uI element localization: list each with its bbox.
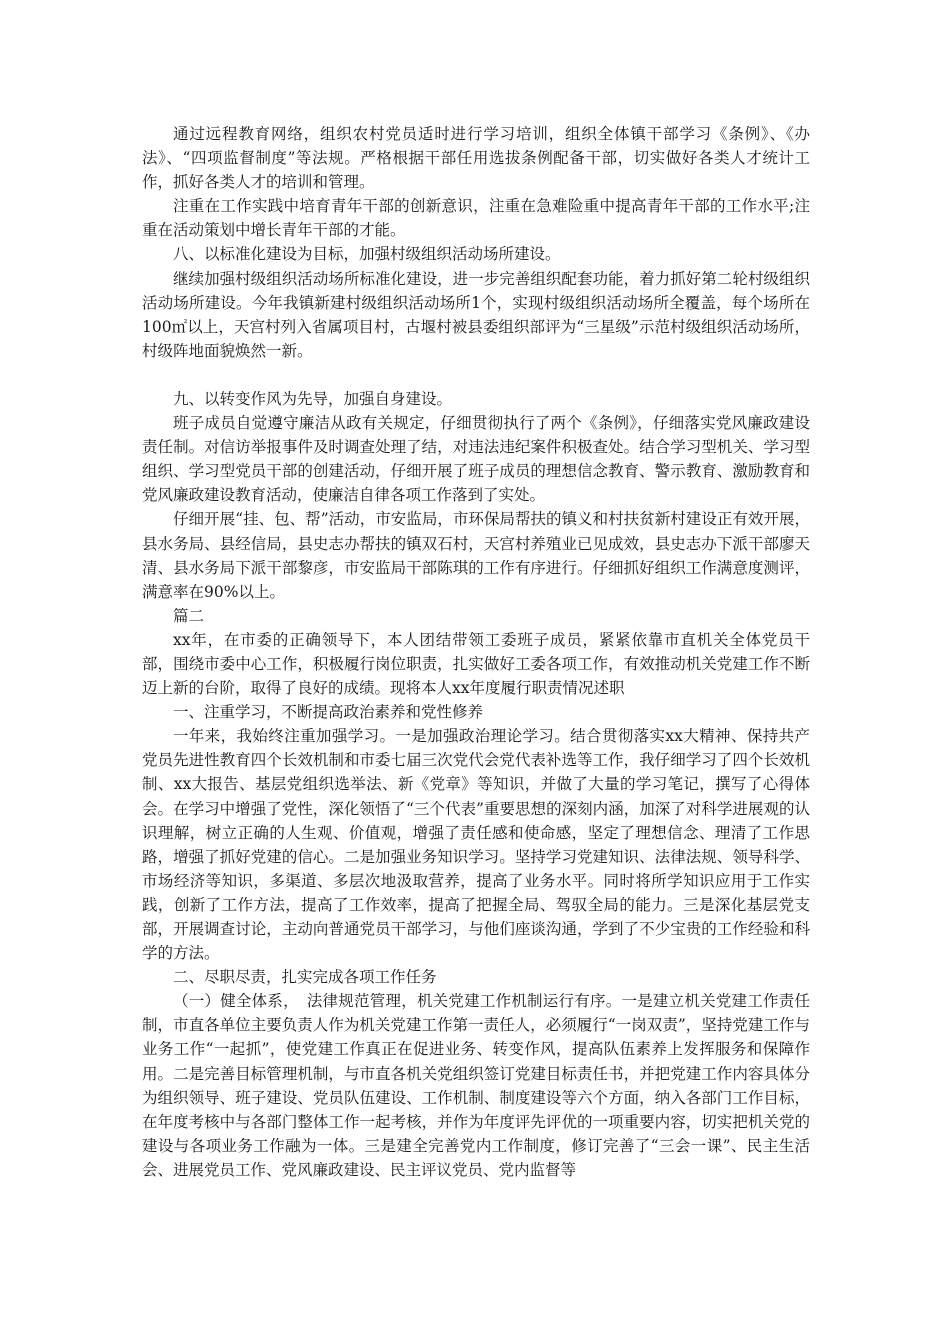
section-heading-nine: 九、以转变作风为先导，加强自身建设。 bbox=[173, 389, 453, 408]
section-heading-eight: 八、以标准化建设为目标，加强村级组织活动场所建设。 bbox=[173, 245, 561, 264]
section-heading-study: 一、注重学习，不断提高政治素养和党性修养 bbox=[173, 703, 484, 722]
paragraph-report-intro: xx年，在市委的正确领导下，本人团结带领工委班子成员，紧紧依靠市直机关全体党员干部，围绕市委中心工作，积极履行岗位职责，扎实做好工委各项工作，有效推动机关党建工作不断迈上新的台阶，取得了良好的成绩。现将本人xx年度履行职责情况述职 bbox=[142, 630, 810, 698]
paragraph-young-cadres: 注重在工作实践中培育青年干部的创新意识，注重在急难险重中提高青年干部的工作水平;注重在活动策划中增长青年干部的才能。 bbox=[142, 197, 810, 240]
section-heading-duties: 二、尽职尽责，扎实完成各项工作任务 bbox=[173, 968, 437, 987]
paragraph-integrity: 班子成员自觉遵守廉洁从政有关规定，仔细贯彻执行了两个《条例》，仔细落实党风廉政建设责任制。对信访举报事件及时调查处理了结，对违法违纪案件积极查处。结合学习型机关、学习型组织、学习型党员干部的创建活动，仔细开展了班子成员的理想信念教育、警示教育、激励教育和党风廉政建设教育活动，使廉洁自律各项工作落到了实处。 bbox=[142, 414, 810, 505]
paragraph-training: 通过远程教育网络，组织农村党员适时进行学习培训，组织全体镇干部学习《条例》、《办法》、“四项监督制度”等法规。严格根据干部任用选拔条例配备干部，切实做好各类人才统计工作，抓好各类人才的培训和管理。 bbox=[142, 125, 810, 192]
paragraph-activity-venues: 继续加强村级组织活动场所标准化建设，进一步完善组织配套功能，着力抓好第二轮村级组织活动场所建设。今年我镇新建村级组织活动场所1个，实现村级组织活动场所全覆盖，每个场所在100㎡以上，天宫村列入省属项目村，古堰村被县委组织部评为“三星级”示范村级组织活动场所，村级阵地面貌焕然一新。 bbox=[142, 269, 810, 360]
paragraph-study: 一年来，我始终注重加强学习。一是加强政治理论学习。结合贯彻落实xx大精神、保持共产党员先进性教育四个长效机制和市委七届三次党代会党代表补选等工作，我仔细学习了四个长效机制、xx大报告、基层党组织选举法、新《党章》等知识，并做了大量的学习笔记，撰写了心得体会。在学习中增强了党性，深化领悟了“三个代表”重要思想的深刻内涵，加深了对科学进展观的认识理解，树立正确的人生观、价值观，增强了责任感和使命感，坚定了理想信念、理清了工作思路，增强了抓好党建的信心。二是加强业务知识学习。坚持学习党建知识、法律法规、领导科学、市场经济等知识，多渠道、多层次地汲取营养，提高了业务水平。同时将所学知识应用于工作实践，创新了工作方法，提高了工作效率，提高了把握全局、驾驭全局的能力。三是深化基层党支部，开展调查讨论，主动向普通党员干部学习，与他们座谈沟通，学到了不少宝贵的工作经验和科学的方法。 bbox=[142, 727, 810, 963]
paragraph-system: （一）健全体系， 法律规范管理，机关党建工作机制运行有序。一是建立机关党建工作责任制，市直各单位主要负责人作为机关党建工作第一责任人，必须履行“一岗双责”，坚持党建工作与业务工作“一起抓”，使党建工作真正在促进业务、转变作风，提高队伍素养上发挥服务和保障作用。二是完善目标管理机制，与市直各机关党组织签订党建目标责任书，并把党建工作内容具体分为组织领导、班子建设、党员队伍建设、工作机制、制度建设等六个方面，纳入各部门工作目标，在年度考核中与各部门整体工作一起考核，并作为年度评先评优的一项重要内容，切实把机关党的建设与各项业务工作融为一体。三是建全完善党内工作制度，修订完善了“三会一课”、民主生活会、进展党员工作、党风廉政建设、民主评议党员、党内监督等 bbox=[142, 992, 810, 1179]
paragraph-assistance: 仔细开展“挂、包、帮”活动，市安监局，市环保局帮扶的镇义和村扶贫新村建设正有效开展，县水务局、县经信局，县史志办帮扶的镇双石村，天宫村养殖业已见成效，县史志办下派干部廖天清、县水务局下派干部黎彦，市安监局干部陈琪的工作有序进行。仔细抓好组织工作满意度测评，满意率在90%以上。 bbox=[142, 510, 810, 601]
part-two-heading: 篇二 bbox=[173, 606, 205, 625]
document-body bbox=[142, 122, 810, 1182]
